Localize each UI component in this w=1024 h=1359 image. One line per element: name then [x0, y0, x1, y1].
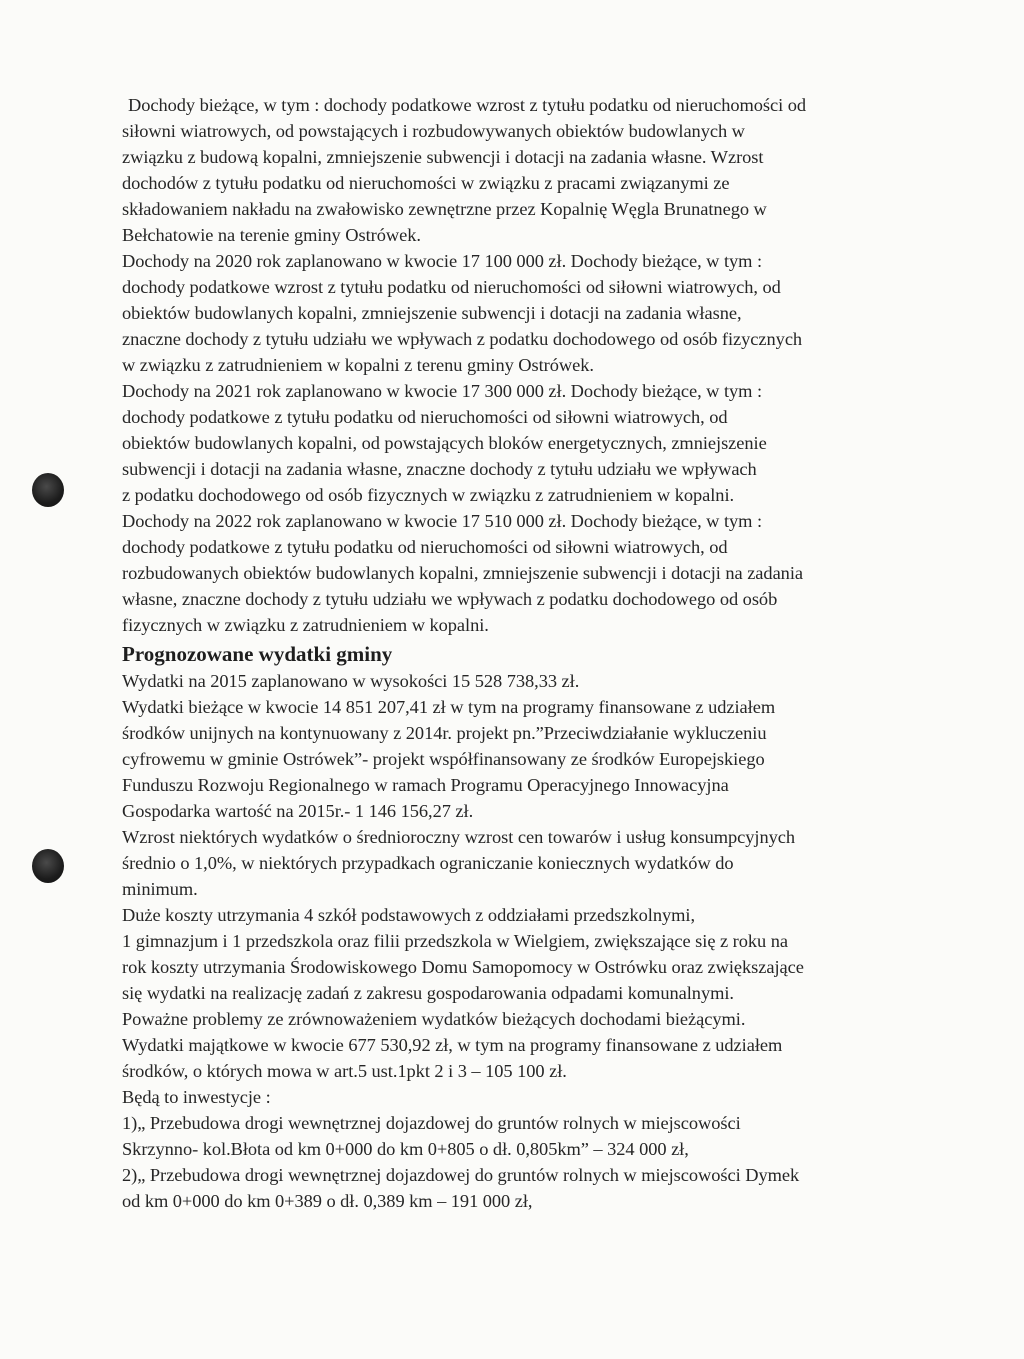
- text-line: Wydatki na 2015 zaplanowano w wysokości 15 528 738,33 zł.: [122, 671, 580, 691]
- text-line: środków unijnych na kontynuowany z 2014r. projekt pn.”Przeciwdziałanie wykluczeniu: [122, 723, 767, 743]
- text-line: od km 0+000 do km 0+389 o dł. 0,389 km – 191 000 zł,: [122, 1191, 533, 1211]
- revenue-section: [122, 92, 922, 638]
- text-line: minimum.: [122, 879, 198, 899]
- text-line: Dochody na 2022 rok zaplanowano w kwocie 17 510 000 zł. Dochody bieżące, w tym :: [122, 511, 763, 531]
- text-line: Wydatki bieżące w kwocie 14 851 207,41 zł w tym na programy finansowane z udziałem: [122, 697, 776, 717]
- text-line: rozbudowanych obiektów budowlanych kopalni, zmniejszenie subwencji i dotacji na zadania: [122, 563, 803, 583]
- text-line: Wydatki majątkowe w kwocie 677 530,92 zł, w tym na programy finansowane z udziałem: [122, 1035, 783, 1055]
- text-line: obiektów budowlanych kopalni, zmniejszenie subwencji i dotacji na zadania własne,: [122, 303, 742, 323]
- expenses-section: [122, 668, 922, 1214]
- text-line: Dochody na 2021 rok zaplanowano w kwocie 17 300 000 zł. Dochody bieżące, w tym :: [122, 381, 763, 401]
- text-line: cyfrowemu w gminie Ostrówek”- projekt współfinansowany ze środków Europejskiego: [122, 749, 765, 769]
- text-line: Gospodarka wartość na 2015r.- 1 146 156,27 zł.: [122, 801, 474, 821]
- text-line: fizycznych w związku z zatrudnieniem w kopalni.: [122, 615, 489, 635]
- text-line: obiektów budowlanych kopalni, od powstających bloków energetycznych, zmniejszenie: [122, 433, 767, 453]
- section-heading: Prognozowane wydatki gminy: [122, 642, 393, 666]
- text-line: dochody podatkowe wzrost z tytułu podatku od nieruchomości od siłowni wiatrowych, od: [122, 277, 781, 297]
- text-line: 1 gimnazjum i 1 przedszkola oraz filii przedszkola w Wielgiem, zwiększające się z roku na: [122, 931, 788, 951]
- text-line: Poważne problemy ze zrównoważeniem wydatków bieżących dochodami bieżącymi.: [122, 1009, 746, 1029]
- text-line: Dochody na 2020 rok zaplanowano w kwocie 17 100 000 zł. Dochody bieżące, w tym :: [122, 251, 763, 271]
- text-line: dochodów z tytułu podatku od nieruchomości w związku z pracami związanymi ze: [122, 173, 730, 193]
- text-line: Duże koszty utrzymania 4 szkół podstawowych z oddziałami przedszkolnymi,: [122, 905, 695, 925]
- text-line: Dochody bieżące, w tym : dochody podatkowe wzrost z tytułu podatku od nieruchomości od: [128, 95, 807, 115]
- text-line: rok koszty utrzymania Środowiskowego Domu Samopomocy w Ostrówku oraz zwiększające: [122, 957, 804, 977]
- text-line: średnio o 1,0%, w niektórych przypadkach ograniczanie koniecznych wydatków do: [122, 853, 734, 873]
- text-line: z podatku dochodowego od osób fizycznych w związku z zatrudnieniem w kopalni.: [122, 485, 735, 505]
- text-line: związku z budową kopalni, zmniejszenie subwencji i dotacji na zadania własne. Wzrost: [122, 147, 764, 167]
- text-line: Skrzynno- kol.Błota od km 0+000 do km 0+805 o dł. 0,805km” – 324 000 zł,: [122, 1139, 689, 1159]
- text-line: się wydatki na realizację zadań z zakresu gospodarowania odpadami komunalnymi.: [122, 983, 734, 1003]
- text-line: 1)„ Przebudowa drogi wewnętrznej dojazdowej do gruntów rolnych w miejscowości: [122, 1113, 741, 1133]
- punch-hole-icon: [32, 849, 64, 883]
- text-line: składowaniem nakładu na zwałowisko zewnętrzne przez Kopalnię Węgla Brunatnego w: [122, 199, 767, 219]
- text-line: dochody podatkowe z tytułu podatku od nieruchomości od siłowni wiatrowych, od: [122, 537, 728, 557]
- text-line: w związku z zatrudnieniem w kopalni z terenu gminy Ostrówek.: [122, 355, 594, 375]
- text-line: siłowni wiatrowych, od powstających i rozbudowywanych obiektów budowlanych w: [122, 121, 745, 141]
- text-line: 2)„ Przebudowa drogi wewnętrznej dojazdowej do gruntów rolnych w miejscowości Dymek: [122, 1165, 800, 1185]
- punch-hole-icon: [32, 473, 64, 507]
- text-line: Funduszu Rozwoju Regionalnego w ramach Programu Operacyjnego Innowacyjna: [122, 775, 729, 795]
- text-line: własne, znaczne dochody z tytułu udziału we wpływach z podatku dochodowego od osób: [122, 589, 778, 609]
- text-line: subwencji i dotacji na zadania własne, znaczne dochody z tytułu udziału we wpływach: [122, 459, 757, 479]
- text-line: dochody podatkowe z tytułu podatku od nieruchomości od siłowni wiatrowych, od: [122, 407, 728, 427]
- text-line: środków, o których mowa w art.5 ust.1pkt 2 i 3 – 105 100 zł.: [122, 1061, 567, 1081]
- text-line: znaczne dochody z tytułu udziału we wpływach z podatku dochodowego od osób fizycznych: [122, 329, 803, 349]
- text-line: Bełchatowie na terenie gminy Ostrówek.: [122, 225, 421, 245]
- text-line: Wzrost niektórych wydatków o średnioroczny wzrost cen towarów i usług konsumpcyjnych: [122, 827, 796, 847]
- document-body: [122, 92, 922, 1214]
- text-line: Będą to inwestycje :: [122, 1087, 271, 1107]
